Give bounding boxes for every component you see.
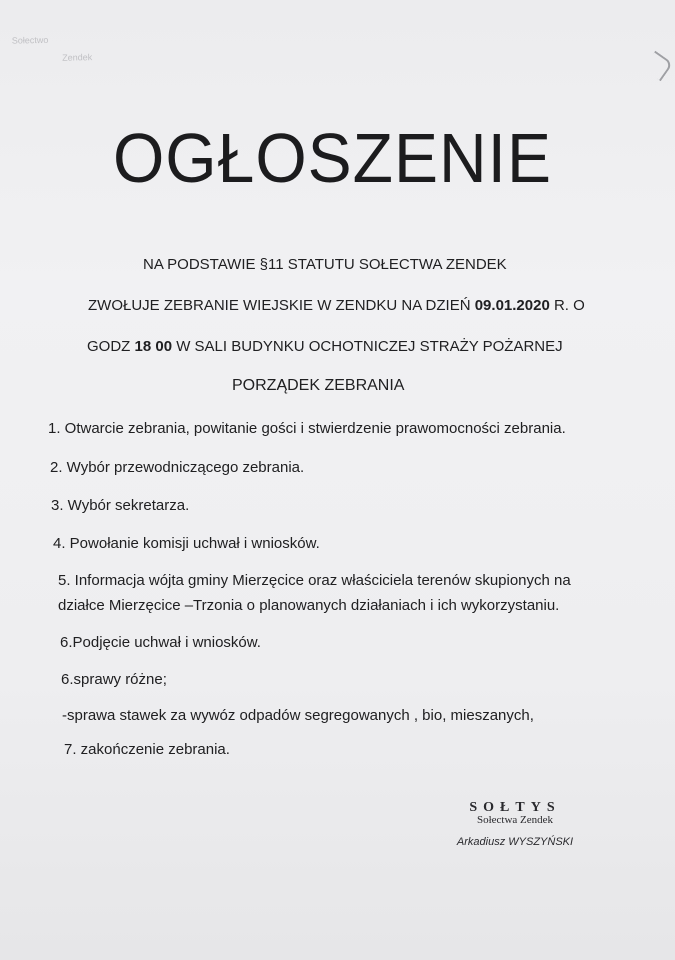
agenda-subitem: -sprawa stawek za wywóz odpadów segregowanych , bio, mieszanych,: [62, 707, 534, 724]
faint-stamp: [12, 28, 193, 67]
meeting-time: 18 00: [134, 338, 173, 355]
signature-stamp: [440, 800, 590, 848]
intro-line-3-end: W SALI BUDYNKU OCHOTNICZEJ STRAŻY POŻARNEJ: [172, 338, 563, 355]
agenda-item: 5. Informacja wójta gminy Mierzęcice oraz właściciela terenów skupionych na: [58, 572, 571, 589]
signature-subtitle: Sołectwa Zendek: [476, 814, 554, 826]
intro-line-2-end: R. O: [549, 297, 585, 314]
page-title: OGŁOSZENIE: [112, 119, 553, 197]
agenda-item: 6.sprawy różne;: [61, 671, 167, 688]
agenda-item: 3. Wybór sekretarza.: [51, 497, 190, 514]
agenda-item-continued: działce Mierzęcice –Trzonia o planowanych działaniach i ich wykorzystaniu.: [58, 597, 560, 614]
agenda-item: 1. Otwarcie zebrania, powitanie gości i stwierdzenie prawomocności zebrania.: [48, 420, 566, 437]
stamp-line-2: Zendek: [62, 52, 93, 63]
intro-line-2-text: ZWOŁUJE ZEBRANIE WIEJSKIE W ZENDKU NA DZIEŃ: [88, 297, 475, 314]
agenda-item: 4. Powołanie komisji uchwał i wniosków.: [53, 535, 320, 552]
signature-name: Arkadiusz WYSZYŃSKI: [456, 836, 574, 848]
signature-title: SOŁTYS: [469, 800, 561, 815]
agenda-item: 7. zakończenie zebrania.: [64, 741, 230, 758]
agenda-item: 2. Wybór przewodniczącego zebrania.: [50, 459, 305, 476]
staple: [643, 51, 674, 82]
intro-line-3: [87, 338, 563, 355]
agenda-heading: PORZĄDEK ZEBRANIA: [232, 377, 405, 394]
meeting-date: 09.01.2020: [474, 297, 550, 314]
intro-line-1: NA PODSTAWIE §11 STATUTU SOŁECTWA ZENDEK: [143, 256, 507, 273]
intro-line-2: [88, 297, 585, 314]
intro-line-3-start: GODZ: [87, 338, 135, 355]
stamp-line-1: Sołectwo: [11, 34, 49, 46]
agenda-item: 6.Podjęcie uchwał i wniosków.: [60, 634, 261, 651]
